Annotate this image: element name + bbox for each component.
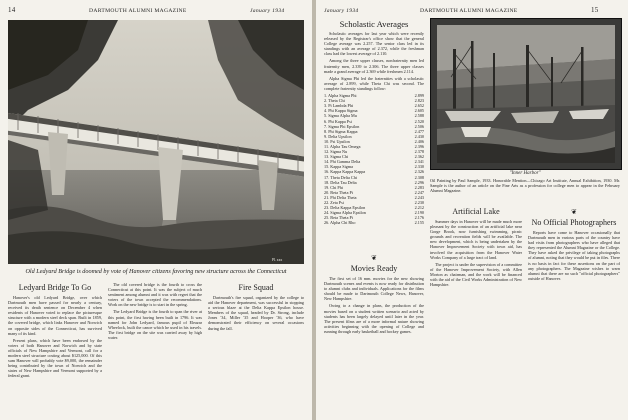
- scholastic-heading: Scholastic Averages: [339, 19, 409, 29]
- right-page-number: 15: [590, 6, 599, 14]
- left-page: [0, 0, 312, 420]
- fraternity-average: 2.477: [414, 128, 424, 134]
- fraternity-name: 21. Phi Delta Theta: [324, 194, 357, 200]
- movies-heading: Movies Ready: [350, 264, 398, 273]
- fraternity-name: 3. Pi Lambda Phi: [324, 103, 354, 109]
- photographers-heading: No Official Photographers: [531, 218, 617, 227]
- ledyard-para-1: Hanover's old Ledyard Bridge, over which Dartmouth men have passed for nearly a century, received its death sentence on December 4 when residents of Hanover voted to replace the picturesque structure with a modern steel deck span. Built in 1859, the covered bridge, which links Hanover and Norwich on opposite sides of the Connecticut, has survived many of its kind.: [8, 295, 102, 336]
- fraternity-average: 2.506: [414, 123, 424, 129]
- scholastic-column: [324, 18, 424, 250]
- fraternity-average: 2.341: [414, 159, 424, 165]
- scholastic-para-1: Scholastic averages for last year which were recently released by the Registrar's office show that the general College average was 2.257. The senior class led in its standings with an average of 2.372, while the freshman class had the lowest average of 2.110.: [324, 31, 424, 57]
- fraternity-average: 2.190: [414, 210, 424, 216]
- fraternity-average: 2.520: [414, 118, 424, 124]
- ornament: ❦: [371, 254, 377, 262]
- fraternity-row: [324, 220, 424, 225]
- artificial-lake-heading: Artificial Lake: [452, 207, 500, 216]
- fraternity-name: 7. Sigma Phi Epsilon: [324, 123, 360, 129]
- fraternity-name: 26. Alpha Chi Rho: [324, 220, 356, 226]
- movies-column: [324, 252, 424, 416]
- fraternity-average: 2.362: [414, 154, 424, 160]
- lake-para-2: The project is under the supervision of a committee of the Hanover Improvement Society, with Allen Morton as chairman, and the work will be financed with the aid of the Civil Works Administration of New Hampshire.: [430, 261, 522, 288]
- fraternity-name: 13. Sigma Chi: [324, 154, 349, 160]
- fraternity-average: 2.230: [414, 200, 424, 205]
- movies-para-1: The first set of 16 mm. movies for the new showing Dartmouth scenes and events is now ready for distribution to alumni clubs and individuals. Applications for the films should be made to Dartmouth College News, Hanover, New Hampshire.: [324, 276, 424, 302]
- left-page-number: 14: [8, 6, 16, 14]
- fraternity-name: 9. Delta Upsilon: [324, 133, 352, 139]
- fraternity-average: 2.605: [414, 108, 424, 114]
- fraternity-name: 1. Alpha Sigma Phi: [324, 93, 357, 99]
- right-magazine-title: DARTMOUTH ALUMNI MAGAZINE: [419, 8, 518, 14]
- inner-harbor-painting: [430, 18, 622, 170]
- ornament-2: ❦: [571, 208, 577, 216]
- fraternity-average: 2.406: [414, 138, 424, 144]
- fraternity-average: 2.326: [414, 169, 424, 175]
- fire-para-1: The old covered bridge is the fourth to cross the Connecticut at this point. It was the subject of much sentiment among alumni and it was with regret that the voters of the town accepted the recommendations. Work on the new bridge is to start in the spring.: [108, 282, 202, 308]
- artificial-lake-column: [430, 206, 522, 416]
- ledyard-continued-column: [108, 282, 202, 416]
- photo-credit-small: Pl. xxx: [272, 258, 283, 262]
- fraternity-name: 11. Alpha Tau Omega: [324, 143, 361, 149]
- ledyard-bridge-photo: [8, 20, 304, 264]
- fraternity-average: 2.308: [414, 174, 424, 180]
- fraternity-name: 8. Phi Sigma Kappa: [324, 128, 358, 134]
- fraternity-name: 14. Phi Gamma Delta: [324, 159, 361, 165]
- inner-harbor-credit: Oil Painting by Paul Sample, 1933. Honorable Mention—Chicago Art Institute, Annual Exhibition, 1930. Mr. Sample is the author of an article on the Fine Arts as a profession for college men to appear in the February Alumni Magazine.: [430, 178, 620, 194]
- ledyard-heading: Ledyard Bridge To Go: [18, 283, 92, 292]
- fraternity-average: 2.243: [414, 194, 424, 200]
- fraternity-average: 2.330: [414, 164, 424, 170]
- scholastic-para-2: Among the three upper classes, nonfraternity men led fraternity men, 2.339 to 2.306. The three upper classes made a grand average of 2.369 while freshmen 2.114.: [324, 58, 424, 74]
- photographers-column: [528, 206, 620, 416]
- fraternity-name: 19. Chi Phi: [324, 184, 343, 190]
- fire-squad-column: [208, 282, 304, 416]
- fraternity-name: 10. Psi Upsilon: [324, 138, 350, 144]
- fraternity-name: 4. Phi Kappa Sigma: [324, 108, 358, 114]
- fraternity-average: 2.176: [414, 215, 424, 221]
- ledyard-column: [8, 282, 102, 416]
- fraternity-average: 2.823: [414, 98, 424, 104]
- movies-para-2: Owing to a change in plans, the production of the movies based on a student written scenario and acted by students has been largely delayed until later in the year. The present films are of a more informal nature showing activities beginning with the opening of College and running through early basketball and hockey games.: [324, 303, 424, 334]
- fraternity-name: 25. Beta Theta Pi: [324, 215, 353, 221]
- ledyard-para-2: Present plans, which have been endorsed by the voters of both Hanover and Norwich and by state officials of New Hampshire and Vermont, call for a modern steel structure costing about $125,000. Of this sum Hanover will probably vote $9,000, the remainder being contributed by the town of Norwich and the states of New Hampshire and Vermont supported by a federal grant.: [8, 337, 102, 379]
- fraternity-name: 2. Theta Chi: [324, 98, 345, 104]
- fraternity-average: 2.212: [414, 205, 424, 211]
- right-running-head: [324, 6, 599, 14]
- fire-para-3: Dartmouth's fire squad, organized by the college to aid the Hanover department, was successful in stopping a serious blaze at the Delta Kappa Epsilon house. Members of the squad, headed by Dr. Strong, include Jones '34, Miller '35 and Hooper '36, who have demonstrated their efficiency on several occasions during the fall.: [208, 295, 304, 331]
- bridge-photo-caption: Old Ledyard Bridge is doomed by vote of Hanover citizens favoring new structure across the Connecticut: [25, 268, 287, 275]
- fraternity-standings-table: [324, 93, 424, 225]
- fraternity-average: 2.155: [414, 220, 424, 226]
- fraternity-name: 5. Sigma Alpha Mu: [324, 113, 357, 119]
- fraternity-average: 2.247: [414, 189, 424, 195]
- lake-para-1: Summer days in Hanover will be made much more pleasant by the construction of an artificial lake near Gorge Brook, now furnishing swimming, picnic grounds and recreation fields will be available. The new development, which is being undertaken by the Hanover Improvement Society with town aid, has involved the acquisition from the Hanover Water Works Company of a large tract of land.: [430, 219, 522, 260]
- left-magazine-title: DARTMOUTH ALUMNI MAGAZINE: [89, 8, 187, 14]
- fraternity-name: 6. Phi Kappa Psi: [324, 118, 352, 124]
- fraternity-name: 16. Kappa Kappa Kappa: [324, 169, 366, 175]
- fraternity-average: 2.378: [414, 149, 424, 155]
- fraternity-average: 2.296: [414, 179, 424, 185]
- fraternity-average: 2.396: [414, 143, 424, 149]
- fraternity-name: 23. Delta Kappa Epsilon: [324, 205, 366, 211]
- fire-squad-heading: Fire Squad: [238, 283, 274, 292]
- fraternity-average: 2.588: [414, 113, 424, 119]
- right-issue-date: January 1934: [324, 8, 359, 14]
- right-page: [316, 0, 628, 420]
- fraternity-name: 24. Sigma Alpha Epsilon: [324, 210, 366, 216]
- fraternity-average: 2.283: [414, 184, 424, 190]
- left-running-head: [8, 6, 285, 14]
- fraternity-name: 15. Kappa Sigma: [324, 164, 353, 170]
- fraternity-name: 12. Sigma Nu: [324, 149, 348, 155]
- photographers-para-1: Reports have come to Hanover occasionally that Dartmouth men in various parts of the country have had visits from photographers who have alleged that they represented the Alumni Magazine or the College. They have asked the privilege of taking photographs of alumni, noting that they would be put in files. There is no basis in fact for these assertions on the part of any photographers. The Magazine wishes to warn alumni that there are no such "official photographers" outside of Hanover.: [528, 230, 620, 281]
- fraternity-name: 22. Zeta Psi: [324, 200, 344, 205]
- fraternity-average: 2.652: [414, 103, 424, 109]
- inner-harbor-caption: "Inner Harbor": [509, 171, 541, 176]
- fraternity-average: 2.899: [414, 93, 424, 99]
- fraternity-name: 20. Beta Theta Pi: [324, 189, 353, 195]
- left-issue-date: January 1934: [250, 8, 285, 14]
- fraternity-name: 18. Delta Tau Delta: [324, 179, 357, 185]
- fire-para-2: The Ledyard Bridge is the fourth to span the river at this point, the first having been built in 1796. It was named for John Ledyard, famous pupil of Eleazar Wheelock, built the canoe which he used in his travels. The first bridge on the site was carried away by high water.: [108, 309, 202, 340]
- fraternity-name: 17. Theta Delta Chi: [324, 174, 357, 180]
- scholastic-para-3: Alpha Sigma Phi led the fraternities with a scholastic average of 2.899, while Theta Chi was second. The complete fraternity standings follow:: [324, 75, 424, 91]
- fraternity-average: 2.430: [414, 133, 424, 139]
